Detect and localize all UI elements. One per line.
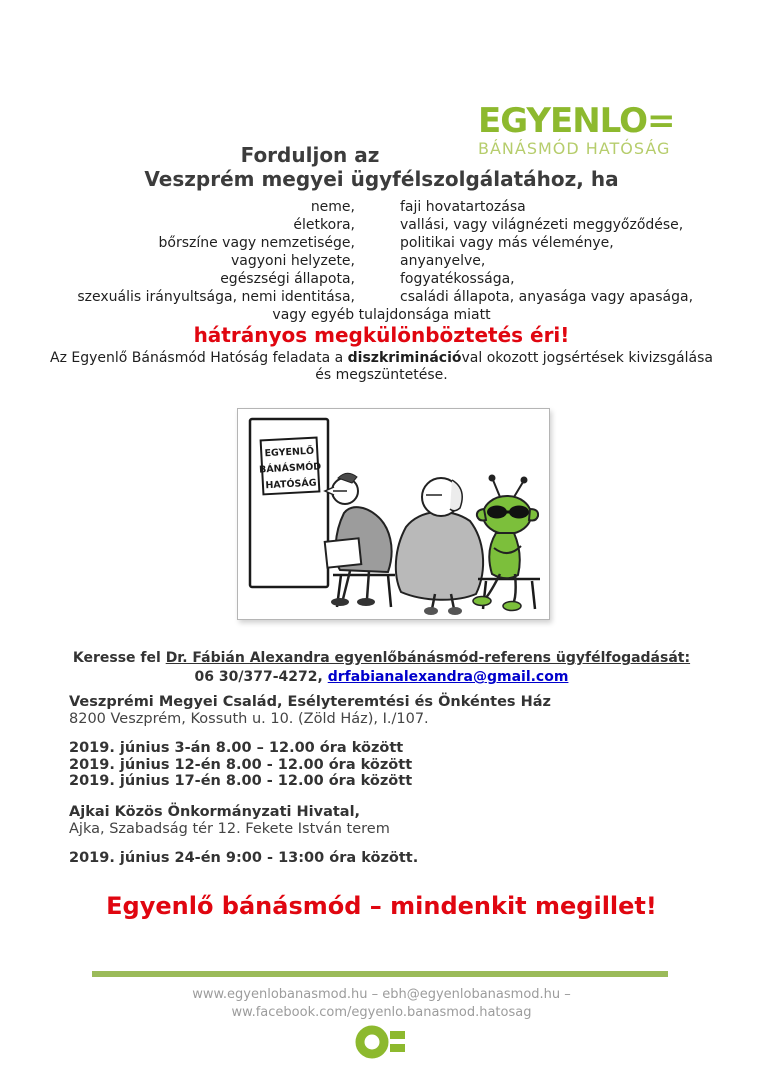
venue-name: Veszprémi Megyei Család, Esélyteremtési és Önkéntes Ház	[69, 694, 551, 710]
venue-2	[69, 804, 551, 867]
mission-paragraph	[0, 350, 763, 384]
grounds-row	[0, 252, 763, 270]
mission-bold-word: diszkrimináció	[347, 350, 462, 366]
equal-sign-logo-icon	[355, 1022, 409, 1062]
grounds-right: politikai vagy más véleménye,	[400, 235, 614, 251]
mission-line1	[0, 350, 763, 367]
door-sign-line1: EGYENLŐ	[264, 445, 315, 460]
waiting-person-2	[396, 478, 483, 615]
grounds-left: vagyoni helyzete,	[231, 253, 355, 269]
slogan-text: Egyenlő bánásmód – mindenkit megillet!	[106, 892, 657, 920]
venue-date: 2019. június 17-én 8.00 - 12.00 óra között	[69, 773, 413, 789]
grounds-row	[0, 234, 763, 252]
grounds-row	[0, 198, 763, 216]
contact-intro: Keresse fel	[72, 650, 166, 666]
grounds-row	[0, 216, 763, 234]
protected-grounds-list	[0, 198, 763, 324]
venue-date: 2019. június 12-én 8.00 - 12.00 óra között	[69, 756, 413, 773]
contact-referent-name: Dr. Fábián Alexandra egyenlőbánásmód-referens ügyfélfogadását:	[165, 650, 691, 666]
venue-dates	[69, 850, 551, 867]
grounds-left: szexuális irányultsága, nemi identitása,	[77, 289, 355, 305]
venue-name: Ajkai Közös Önkormányzati Hivatal,	[69, 803, 361, 820]
contact-line1	[0, 649, 763, 668]
contact-line2	[0, 668, 763, 687]
logo-subtitle: BÁNÁSMÓD HATÓSÁG	[478, 139, 671, 158]
mission-line2: és megszüntetése.	[315, 367, 448, 383]
cartoon-illustration	[238, 409, 549, 619]
alien-icon	[473, 475, 538, 611]
office-door	[250, 419, 328, 587]
venue-address: Ajka, Szabadság tér 12. Fekete István terem	[69, 820, 390, 837]
grounds-right: családi állapota, anyasága vagy apasága,	[400, 289, 694, 305]
footer-facebook: ww.facebook.com/egyenlo.banasmod.hatosag	[231, 1005, 532, 1020]
logo-wordmark: EGYENLO=	[478, 101, 675, 141]
headline-line2: Veszprém megyei ügyfélszolgálatához, ha	[144, 167, 619, 191]
grounds-row	[0, 288, 763, 306]
discrimination-alert-text: hátrányos megkülönböztetés éri!	[193, 323, 570, 347]
grounds-left: egészségi állapota,	[220, 271, 355, 287]
footer-divider	[92, 971, 668, 977]
grounds-right: vallási, vagy világnézeti meggyőződése,	[400, 217, 684, 233]
headline-line1: Forduljon az	[240, 143, 380, 167]
venue-date: 2019. június 24-én 9:00 - 13:00 óra között.	[69, 849, 419, 866]
grounds-right: fogyatékossága,	[400, 271, 515, 287]
footer-logo-mark	[0, 1022, 763, 1062]
mission-post: val okozott jogsértések kivizsgálása	[461, 350, 713, 366]
venue-1	[69, 694, 551, 790]
grounds-right: faji hovatartozása	[400, 199, 526, 215]
venue-date: 2019. június 3-án 8.00 – 12.00 óra között	[69, 740, 404, 756]
venue-dates	[69, 740, 551, 790]
waiting-person-1	[325, 473, 392, 606]
grounds-left: életkora,	[293, 217, 355, 233]
footer-websites: www.egyenlobanasmod.hu – ebh@egyenlobanasmod.hu –	[192, 987, 571, 1002]
door-sign-line2: BÁNÁSMÓD	[258, 461, 322, 476]
venues-block	[69, 694, 551, 866]
mission-pre: Az Egyenlő Bánásmód Hatóság feladata a	[50, 350, 348, 366]
door-sign	[258, 437, 323, 494]
grounds-left: bőrszíne vagy nemzetisége,	[158, 235, 355, 251]
grounds-closing-line: vagy egyéb tulajdonsága miatt	[272, 307, 491, 323]
grounds-left: neme,	[310, 199, 355, 215]
venue-address: 8200 Veszprém, Kossuth u. 10. (Zöld Ház), I./107.	[69, 711, 429, 727]
contact-phone: 06 30/377-4272,	[194, 669, 328, 685]
grounds-row	[0, 270, 763, 288]
door-sign-line3: HATÓSÁG	[265, 477, 317, 492]
contact-email-link[interactable]: drfabianalexandra@gmail.com	[327, 669, 569, 685]
contact-block	[0, 649, 763, 687]
grounds-right: anyanyelve,	[400, 253, 486, 269]
waiting-room-cartoon	[237, 408, 550, 620]
